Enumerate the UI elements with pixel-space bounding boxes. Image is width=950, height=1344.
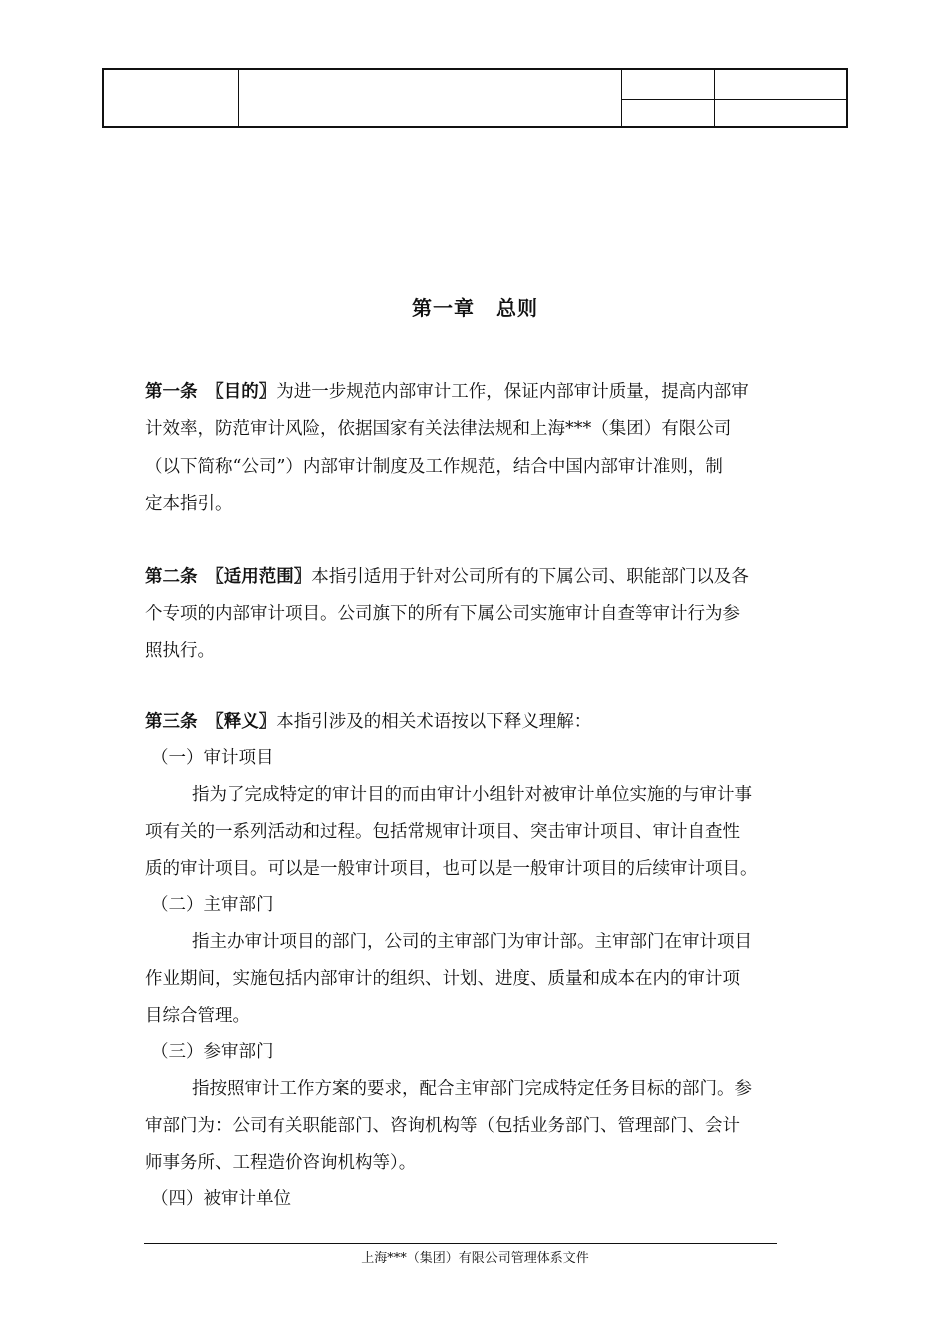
header-divider <box>621 99 846 100</box>
article-2-line <box>145 565 749 589</box>
definition-heading: （四）被审计单位 <box>151 1189 291 1209</box>
header-divider <box>714 70 715 126</box>
article-2-label: 第二条 〖适用范围〗 <box>145 567 312 587</box>
footer-text: 上海***（集团）有限公司管理体系文件 <box>361 1251 589 1266</box>
article-2-line: 照执行。 <box>145 641 215 661</box>
article-1-line: 定本指引。 <box>145 494 233 514</box>
definition-heading: （三）参审部门 <box>151 1042 274 1062</box>
article-1-label: 第一条 〖目的〗 <box>145 382 277 402</box>
definition-text: 审部门为：公司有关职能部门、咨询机构等（包括业务部门、管理部门、会计 <box>145 1116 740 1136</box>
definition-text: 师事务所、工程造价咨询机构等）。 <box>145 1153 417 1173</box>
article-1-line <box>145 380 749 404</box>
definition-text: 指为了完成特定的审计目的而由审计小组针对被审计单位实施的与审计事 <box>192 785 752 805</box>
article-1-line: （以下简称“公司”）内部审计制度及工作规范，结合中国内部审计准则，制 <box>145 457 723 477</box>
chapter-title: 第一章 总则 <box>412 296 538 320</box>
article-2-text: 本指引适用于针对公司所有的下属公司、职能部门以及各 <box>311 567 749 587</box>
definition-text: 质的审计项目。可以是一般审计项目，也可以是一般审计项目的后续审计项目。 <box>145 859 758 879</box>
article-3-label: 第三条 〖释义〗 <box>145 712 277 732</box>
definition-text: 指主办审计项目的部门，公司的主审部门为审计部。主审部门在审计项目 <box>192 932 752 952</box>
definition-text: 目综合管理。 <box>145 1006 250 1026</box>
article-1-line: 计效率，防范审计风险，依据国家有关法律法规和上海***（集团）有限公司 <box>145 419 732 439</box>
definition-heading: （二）主审部门 <box>151 895 274 915</box>
article-1-text: 为进一步规范内部审计工作，保证内部审计质量，提高内部审 <box>276 382 749 402</box>
header-divider <box>238 70 239 126</box>
footer-rule <box>144 1243 777 1244</box>
definition-heading: （一）审计项目 <box>151 748 274 768</box>
article-2-line: 个专项的内部审计项目。公司旗下的所有下属公司实施审计自查等审计行为参 <box>145 604 740 624</box>
definition-text: 项有关的一系列活动和过程。包括常规审计项目、突击审计项目、审计自查性 <box>145 822 740 842</box>
document-header-table <box>102 68 848 128</box>
article-3-line <box>145 710 591 734</box>
article-3-text: 本指引涉及的相关术语按以下释义理解： <box>276 712 592 732</box>
definition-text: 作业期间，实施包括内部审计的组织、计划、进度、质量和成本在内的审计项 <box>145 969 740 989</box>
definition-text: 指按照审计工作方案的要求，配合主审部门完成特定任务目标的部门。参 <box>192 1079 752 1099</box>
header-divider <box>621 70 622 126</box>
